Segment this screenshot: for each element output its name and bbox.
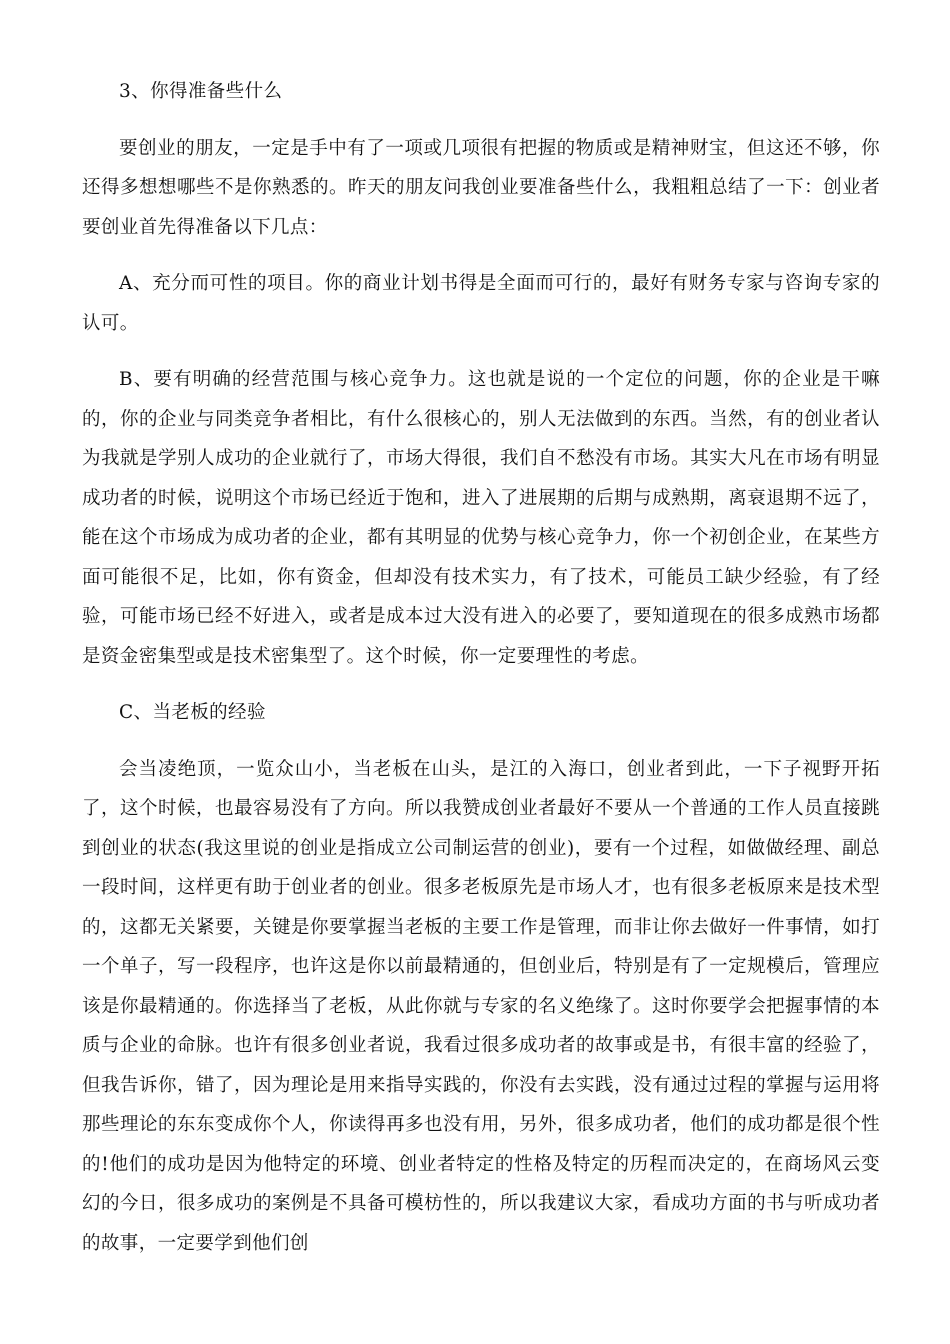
point-b-paragraph: B、要有明确的经营范围与核心竞争力。这也就是说的一个定位的问题，你的企业是干嘛的，你的企业与同类竞争者相比，有什么很核心的，别人无法做到的东西。当然，有的创业者认为我就是学别人成功的企业就行了，市场大得很，我们自不愁没有市场。其实大凡在市场有明显成功者的时候，说明这个市场已经近于饱和，进入了进展期的后期与成熟期，离衰退期不远了，能在这个市场成为成功者的企业，都有其明显的优势与核心竞争力，你一个初创企业，在某些方面可能很不足，比如，你有资金，但却没有技术实力，有了技术，可能员工缺少经验，有了经验，可能市场已经不好进入，或者是成本过大没有进入的必要了，要知道现在的很多成熟市场都是资金密集型或是技术密集型了。这个时候，你一定要理性的考虑。 [82,369,880,667]
section-heading-3: 3、你得准备些什么 [119,81,283,102]
point-c-paragraph: 会当凌绝顶，一览众山小，当老板在山头，是江的入海口，创业者到此，一下子视野开拓了，这个时候，也最容易没有了方向。所以我赞成创业者最好不要从一个普通的工作人员直接跳到创业的状态(我这里说的创业是指成立公司制运营的创业)，要有一个过程，如做做经理、副总一段时间，这样更有助于创业者的创业。很多老板原先是市场人才，也有很多老板原来是技术型的，这都无关紧要，关键是你要掌握当老板的主要工作是管理，而非让你去做好一件事情，如打一个单子，写一段程序，也许这是你以前最精通的，但创业后，特别是有了一定规模后，管理应该是你最精通的。你选择当了老板，从此你就与专家的名义绝缘了。这时你要学会把握事情的本质与企业的命脉。也许有很多创业者说，我看过很多成功者的故事或是书，有很丰富的经验了，但我告诉你，错了，因为理论是用来指导实践的，你没有去实践，没有通过过程的掌握与运用将那些理论的东东变成你个人，你读得再多也没有用，另外，很多成功者，他们的成功都是很个性的!他们的成功是因为他特定的环境、创业者特定的性格及特定的历程而决定的，在商场风云变幻的今日，很多成功的案例是不具备可模枋性的，所以我建议大家，看成功方面的书与听成功者的故事，一定要学到他们创 [82,758,880,1254]
point-a-paragraph: A、充分而可性的项目。你的商业计划书得是全面而可行的，最好有财务专家与咨询专家的认可。 [82,273,880,334]
point-c-heading: C、当老板的经验 [119,702,266,723]
intro-paragraph: 要创业的朋友，一定是手中有了一项或几项很有把握的物质或是精神财宝，但这还不够，你还得多想想哪些不是你熟悉的。昨天的朋友问我创业要准备些什么，我粗粗总结了一下：创业者要创业首先得准备以下几点： [82,137,880,238]
document-page [82,72,880,1280]
